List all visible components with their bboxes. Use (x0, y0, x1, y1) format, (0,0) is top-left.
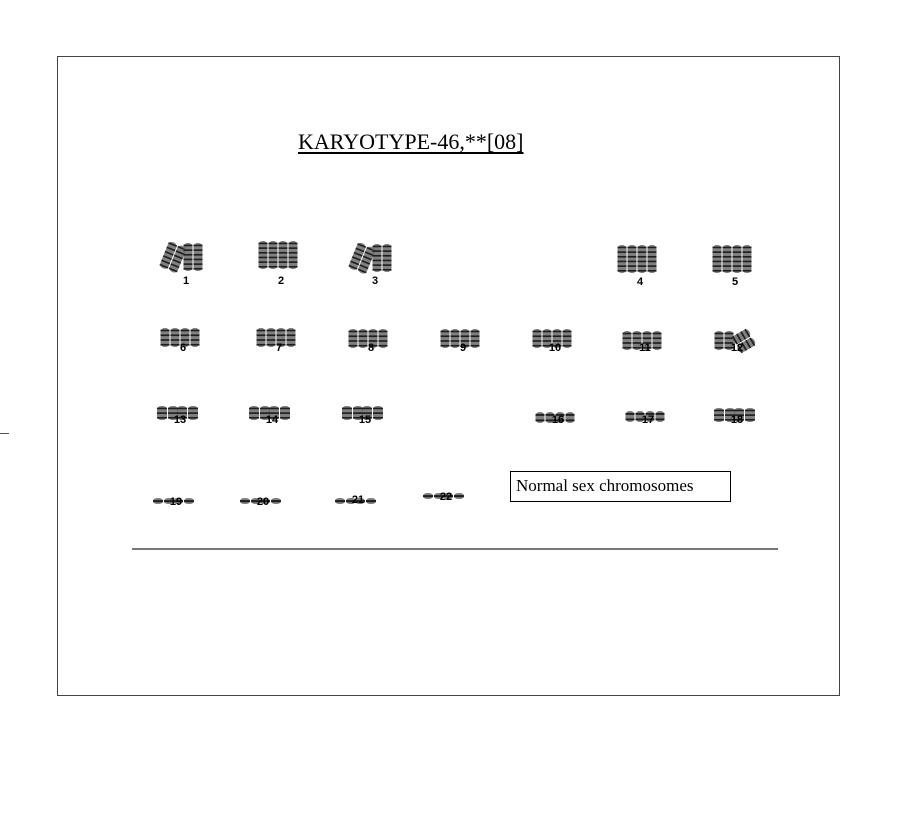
chromosome-label-10: 10 (548, 342, 562, 354)
chromosome-pair-17 (618, 392, 678, 442)
chromosome-label-9: 9 (459, 342, 467, 354)
chromosome-pair-6 (153, 317, 213, 367)
chromosome-pair-19 (146, 474, 206, 524)
chromosome-pair-4 (610, 243, 670, 293)
chromosome-1-a (159, 241, 187, 274)
chromosome-label-13: 13 (173, 414, 187, 426)
chromosome-label-5: 5 (731, 276, 739, 288)
chromosome-label-8: 8 (367, 342, 375, 354)
chromosome-pair-10 (525, 318, 585, 368)
chromosome-pair-5 (705, 243, 765, 293)
chromosome-pair-3 (345, 242, 405, 292)
karyotype-title: KARYOTYPE-46,**[08] (298, 129, 524, 154)
chromosome-1-b (184, 243, 203, 271)
baseline-rule (132, 548, 778, 550)
chromosome-pair-15 (335, 390, 395, 440)
chromosome-label-11: 11 (639, 342, 651, 354)
chromosome-pair-16 (528, 393, 588, 443)
chromosome-label-2: 2 (277, 275, 285, 287)
chromosome-label-14: 14 (265, 414, 279, 426)
chromosome-label-15: 15 (358, 414, 372, 426)
chromosome-pair-8 (341, 318, 401, 368)
chromosome-label-6: 6 (179, 342, 187, 354)
chromosome-label-18: 18 (730, 414, 744, 426)
chromosome-pair-12 (707, 320, 767, 370)
chromosome-label-4: 4 (636, 276, 644, 288)
chromosome-label-20: 20 (256, 496, 270, 508)
chromosome-2-a (259, 241, 278, 269)
chromosome-label-3: 3 (371, 275, 379, 287)
chromosome-label-16: 16 (551, 414, 565, 426)
chromosome-5-a (713, 245, 732, 273)
chromosome-pair-13 (150, 390, 210, 440)
chromosome-pair-2 (251, 239, 311, 289)
chromosome-4-a (618, 245, 637, 273)
chromosome-label-21: 21 (351, 494, 365, 506)
chromosome-pair-20 (233, 474, 293, 524)
chromosome-label-7: 7 (275, 342, 283, 354)
chromosome-pair-11 (615, 320, 675, 370)
chromosome-2-b (279, 241, 298, 269)
chromosome-pair-1 (156, 241, 216, 291)
chromosome-label-1: 1 (182, 275, 190, 287)
chromosome-pair-2-image (251, 239, 311, 275)
edge-tick-mark (0, 433, 9, 434)
chromosome-pair-14 (242, 390, 302, 440)
chromosome-pair-22 (416, 469, 476, 519)
chromosome-pair-9 (433, 318, 493, 368)
chromosome-pair-1-image (156, 241, 216, 277)
sex-chromosome-note: Normal sex chromosomes (510, 471, 731, 502)
chromosome-label-12: 12 (730, 342, 744, 354)
chromosome-pair-21 (328, 474, 388, 524)
chromosome-pair-18 (707, 392, 767, 442)
chromosome-3-b (373, 244, 392, 272)
chromosome-label-17: 17 (641, 414, 655, 426)
chromosome-label-19: 19 (169, 496, 183, 508)
chromosome-4-b (638, 245, 657, 273)
chromosome-5-b (733, 245, 752, 273)
chromosome-label-22: 22 (439, 491, 453, 503)
chromosome-3-a (348, 242, 376, 275)
chromosome-pair-7 (249, 317, 309, 367)
chromosome-pair-5-image (705, 243, 765, 279)
chromosome-pair-3-image (345, 242, 405, 278)
chromosome-pair-4-image (610, 243, 670, 279)
